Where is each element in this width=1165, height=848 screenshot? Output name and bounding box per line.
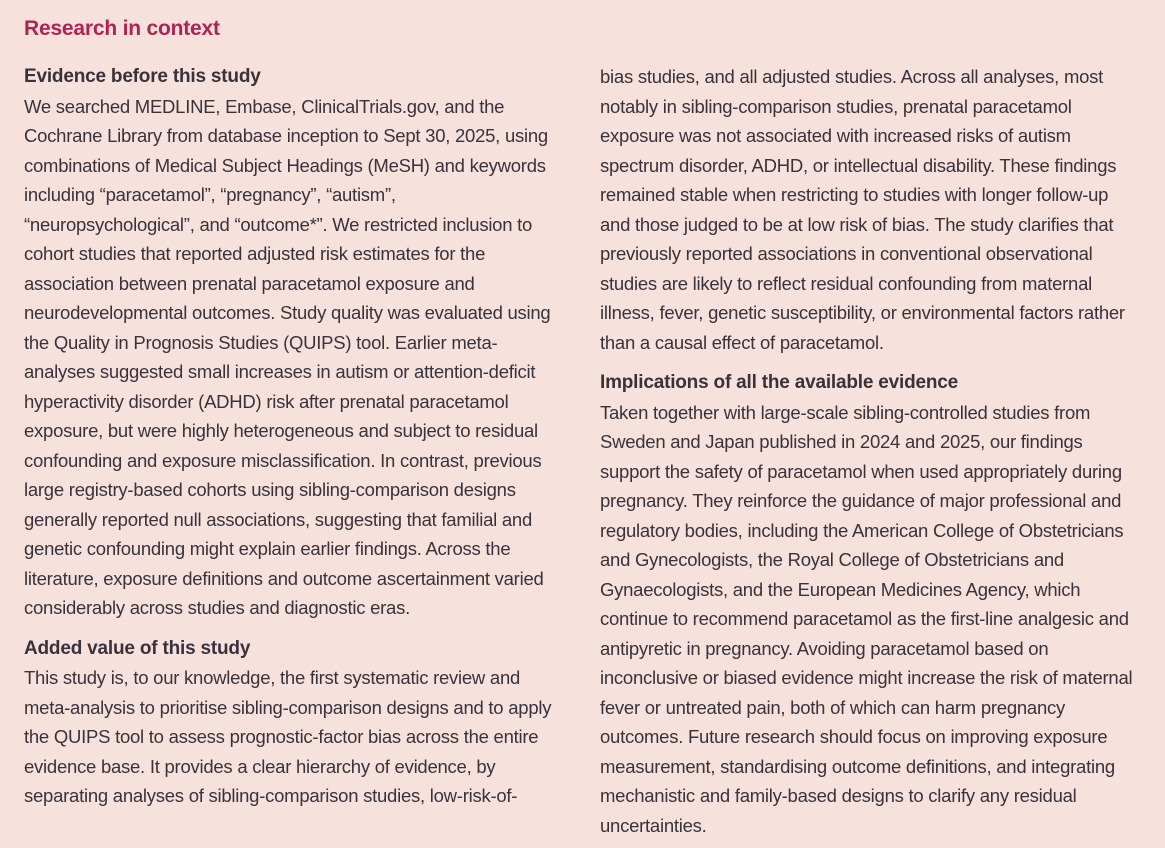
left-column xyxy=(24,62,564,840)
section-heading-implications-of-evidence: Implications of all the available evidence xyxy=(600,372,959,393)
two-column-layout xyxy=(24,62,1140,840)
section-body-added-value-part-2: bias studies, and all adjusted studies. Across all analyses, most notably in sibling-comparison studies, prenatal paracetamol exposure was not associated with increased risks of autism spectrum disorder, ADHD, or intellectual disability. These findings remained stable when restricting to studies with longer follow-up and those judged to be at low risk of bias. The study clarifies that previously reported associations in conventional observational studies are likely to reflect residual confounding from maternal illness, fever, genetic susceptibility, or environmental factors rather than a causal effect of paracetamol. xyxy=(600,66,1125,353)
section-body-implications-of-evidence: Taken together with large-scale sibling-controlled studies from Sweden and Japan published in 2024 and 2025, our findings support the safety of paracetamol when used appropriately during pregnancy. They reinforce the guidance of major professional and regulatory bodies, including the American College of Obstetricians and Gynecologists, the Royal College of Obstetricians and Gynaecologists, and the European Medicines Agency, which continue to recommend paracetamol as the first-line analgesic and antipyretic in pregnancy. Avoiding paracetamol based on inconclusive or biased evidence might increase the risk of maternal fever or untreated pain, both of which can harm pregnancy outcomes. Future research should focus on improving exposure measurement, standardising outcome definitions, and integrating mechanistic and family-based designs to clarify any residual uncertainties. xyxy=(600,401,1133,836)
section-heading-added-value-of-this-study: Added value of this study xyxy=(24,637,251,659)
section-body-evidence-before-this-study: We searched MEDLINE, Embase, ClinicalTrials.gov, and the Cochrane Library from database inception to Sept 30, 2025, using combinations of Medical Subject Headings (MeSH) and keywords including “paracetamol”, “pregnancy”, “autism”, “neuropsychological”, and “outcome*”. We restricted inclusion to cohort studies that reported adjusted risk estimates for the association between prenatal paracetamol exposure and neurodevelopmental outcomes. Study quality was evaluated using the Quality in Prognosis Studies (QUIPS) tool. Earlier meta-analyses suggested small increases in autism or attention-deficit hyperactivity disorder (ADHD) risk after prenatal paracetamol exposure, but were highly heterogeneous and subject to residual confounding and exposure misclassification. In contrast, previous large registry-based cohorts using sibling-comparison designs generally reported null associations, suggesting that familial and genetic confounding might explain earlier findings. Across the literature, exposure definitions and outcome ascertainment varied considerably across studies and diagnostic eras. xyxy=(24,95,551,618)
section-heading-evidence-before-this-study: Evidence before this study xyxy=(24,66,261,87)
panel-title: Research in context xyxy=(24,17,220,40)
right-column xyxy=(600,62,1140,840)
section-body-added-value-part-1: This study is, to our knowledge, the first systematic review and meta-analysis to prioritise sibling-comparison designs and to apply the QUIPS tool to assess prognostic-factor bias across the entire evidence base. It provides a clear hierarchy of evidence, by separating analyses of sibling-comparison studies, low-risk-of- xyxy=(24,667,552,806)
